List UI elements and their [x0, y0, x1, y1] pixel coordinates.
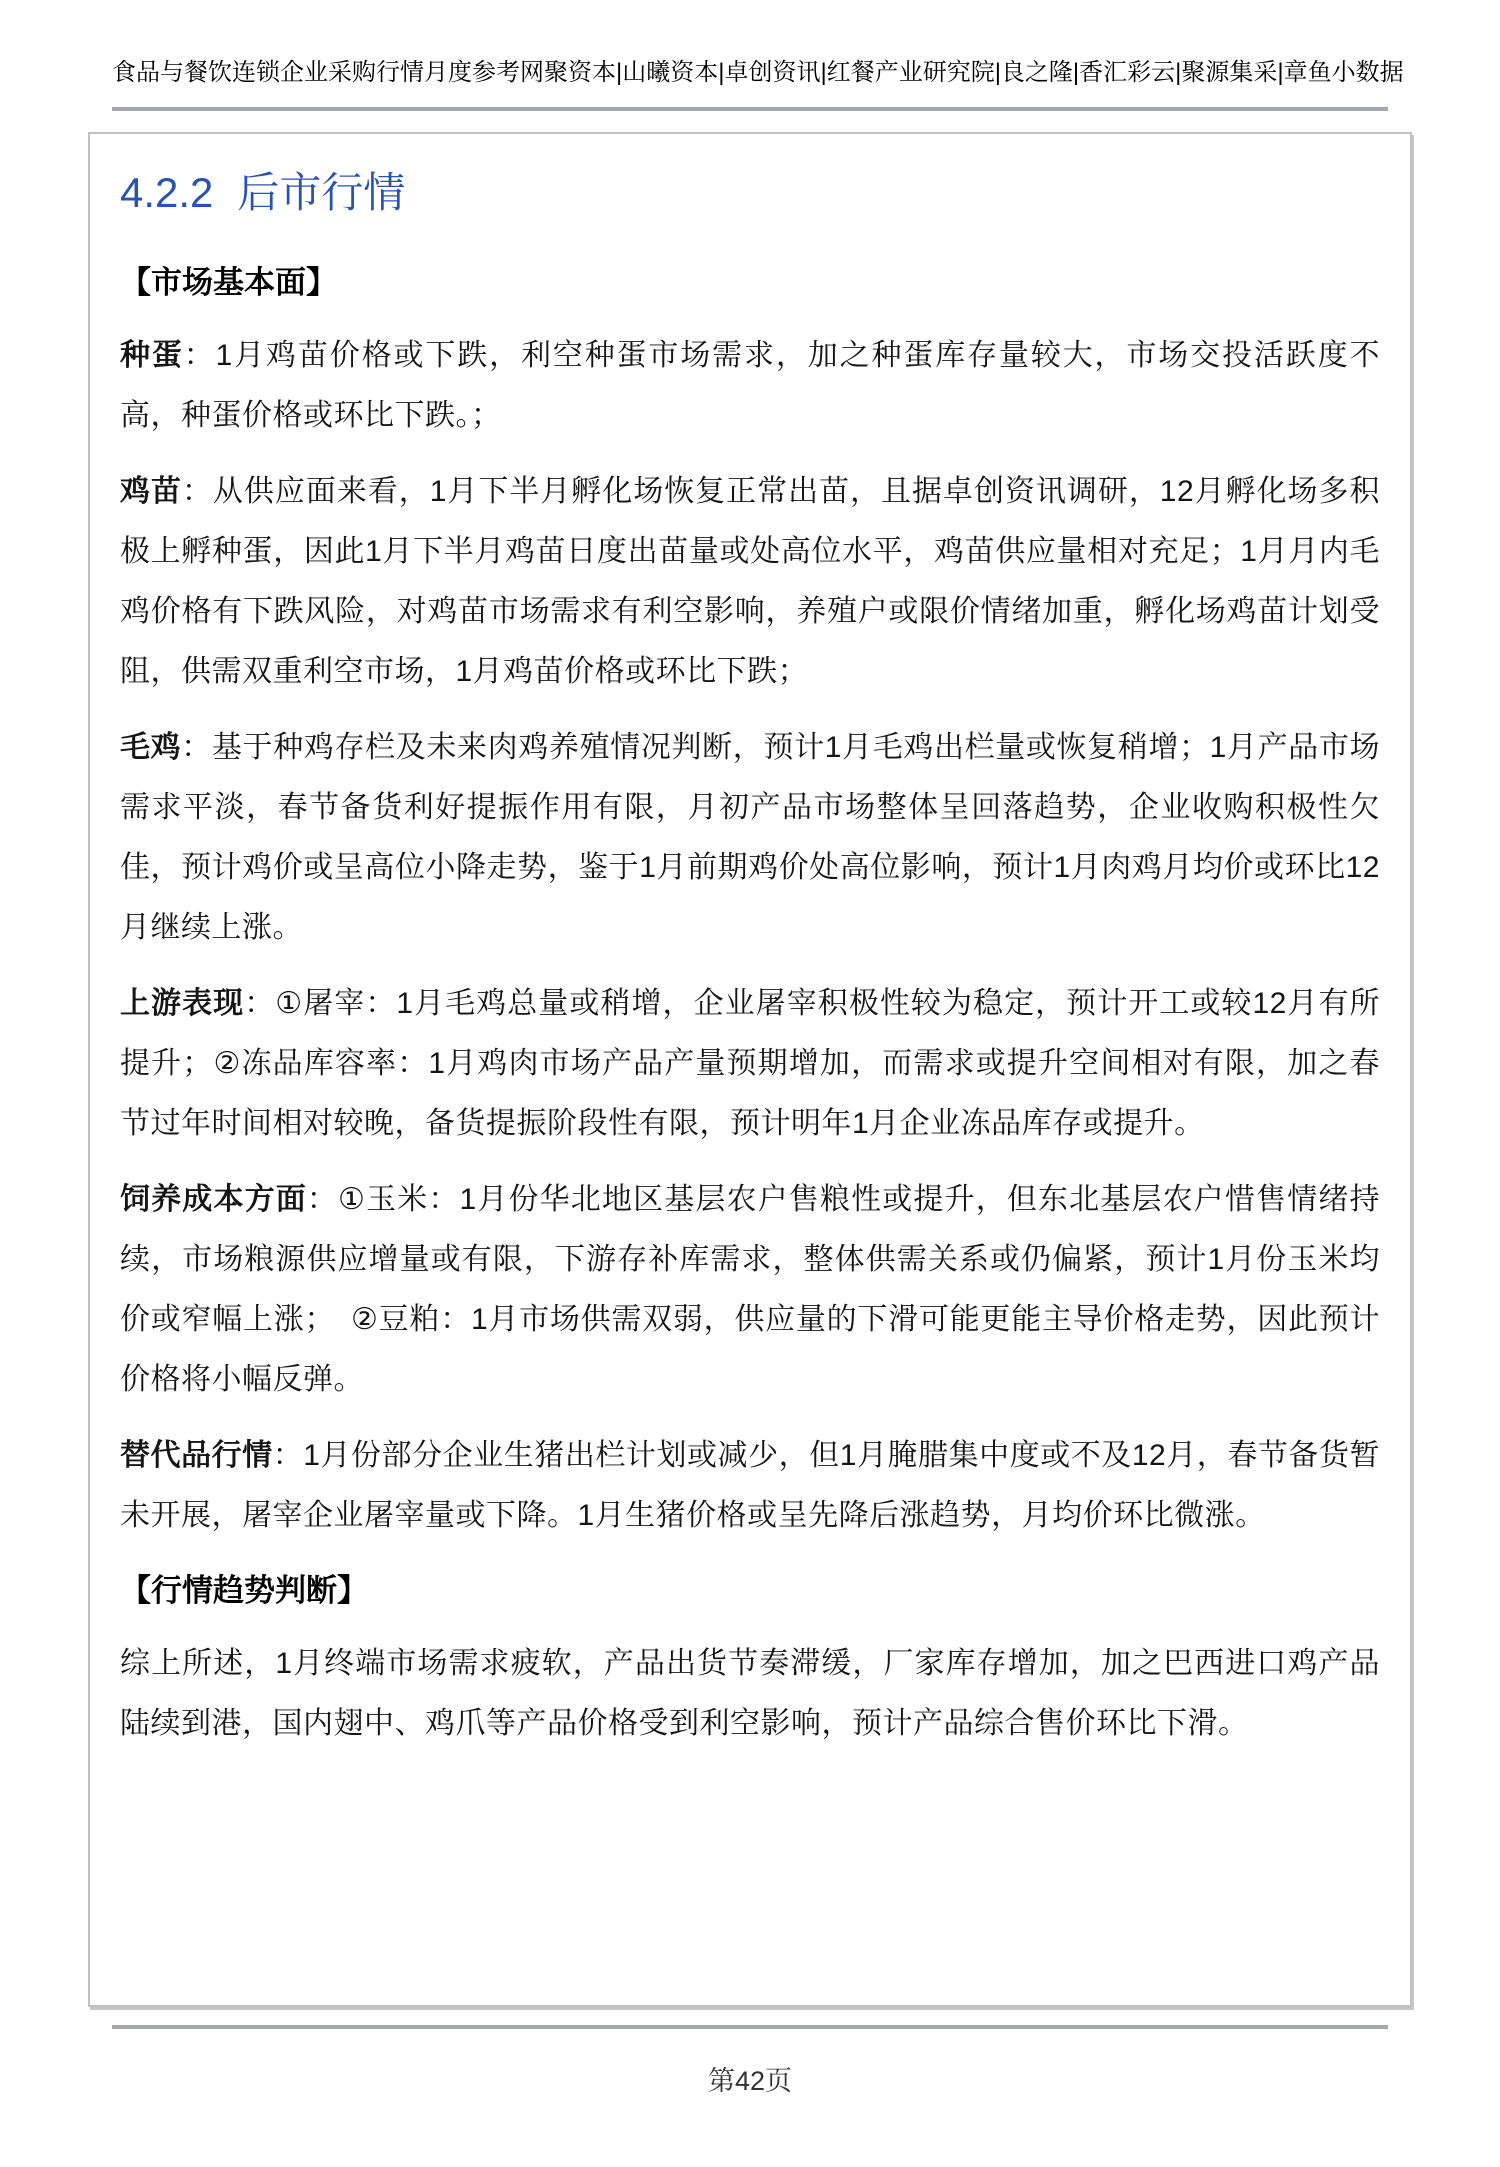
- paragraph-lead: 鸡苗: [120, 475, 182, 508]
- paragraph-text: ：1月鸡苗价格或下跌，利空种蛋市场需求，加之种蛋库存量较大，市场交投活跃度不高，种蛋价格或环比下跌。；: [120, 339, 1380, 432]
- paragraph-text: ：从供应面来看，1月下半月孵化场恢复正常出苗，且据卓创资讯调研，12月孵化场多积极上孵种蛋，因此1月下半月鸡苗日度出苗量或处高位水平，鸡苗供应量相对充足；1月月内毛鸡价格有下跌风险，对鸡苗市场需求有利空影响，养殖户或限价情绪加重，孵化场鸡苗计划受阻，供需双重利空市场，1月鸡苗价格或环比下跌；: [120, 475, 1380, 688]
- paragraph-upstream-performance: [120, 974, 1380, 1154]
- subsection-trend-judgment: 【行情趋势判断】: [120, 1573, 368, 1608]
- header-org-list: 网聚资本|山曦资本|卓创资讯|红餐产业研究院|良之隆|香汇彩云|聚源集采|章鱼小数据: [520, 59, 1404, 86]
- paragraph-text: ：①玉米：1月份华北地区基层农户售粮性或提升，但东北基层农户惜售情绪持续，市场粮源供应增量或有限，下游存补库需求，整体供需关系或仍偏紧，预计1月份玉米均价或窄幅上涨； ②豆粕：1月市场供需双弱，供应量的下滑可能更能主导价格走势，因此预计价格将小幅反弹。: [120, 1183, 1381, 1396]
- header-doc-title: 食品与餐饮连锁企业采购行情月度参考: [112, 59, 520, 86]
- page-header: [0, 0, 1500, 87]
- paragraph-conclusion: 综上所述，1月终端市场需求疲软，产品出货节奏滞缓，厂家库存增加，加之巴西进口鸡产品陆续到港，国内翅中、鸡爪等产品价格受到利空影响，预计产品综合售价环比下滑。: [120, 1647, 1380, 1740]
- paragraph-live-chicken: [120, 718, 1380, 958]
- section-number: 4.2.2: [120, 169, 214, 216]
- footer-divider-rule: [112, 2025, 1388, 2029]
- paragraph-lead: 替代品行情: [120, 1439, 273, 1472]
- header-divider-rule: [112, 107, 1388, 111]
- paragraph-chicks: [120, 462, 1380, 702]
- paragraph-lead: 毛鸡: [120, 731, 182, 764]
- content-box: [88, 132, 1412, 2007]
- subsection-market-fundamentals: 【市场基本面】: [120, 265, 337, 300]
- paragraph-text: ：①屠宰：1月毛鸡总量或稍增，企业屠宰积极性较为稳定，预计开工或较12月有所提升；②冻品库容率：1月鸡肉市场产品产量预期增加，而需求或提升空间相对有限，加之春节过年时间相对较晚，备货提振阶段性有限，预计明年1月企业冻品库存或提升。: [120, 987, 1381, 1140]
- page-number: 第42页: [707, 2066, 793, 2096]
- section-heading: [120, 164, 1380, 222]
- paragraph-lead: 上游表现: [120, 987, 245, 1020]
- paragraph-text: ：1月份部分企业生猪出栏计划或减少，但1月腌腊集中度或不及12月，春节备货暂未开展，屠宰企业屠宰量或下降。1月生猪价格或呈先降后涨趋势，月均价环比微涨。: [120, 1439, 1380, 1532]
- paragraph-lead: 种蛋: [120, 339, 184, 372]
- paragraph-text: ：基于种鸡存栏及未来肉鸡养殖情况判断，预计1月毛鸡出栏量或恢复稍增；1月产品市场需求平淡，春节备货利好提振作用有限，月初产品市场整体呈回落趋势，企业收购积极性欠佳，预计鸡价或呈高位小降走势，鉴于1月前期鸡价处高位影响，预计1月肉鸡月均价或环比12月继续上涨。: [120, 731, 1380, 944]
- section-title: 后市行情: [237, 169, 406, 216]
- paragraph-substitute-market: [120, 1426, 1380, 1546]
- paragraph-breeding-eggs: [120, 326, 1380, 446]
- paragraph-feeding-cost: [120, 1170, 1380, 1410]
- paragraph-lead: 饲养成本方面: [120, 1183, 307, 1216]
